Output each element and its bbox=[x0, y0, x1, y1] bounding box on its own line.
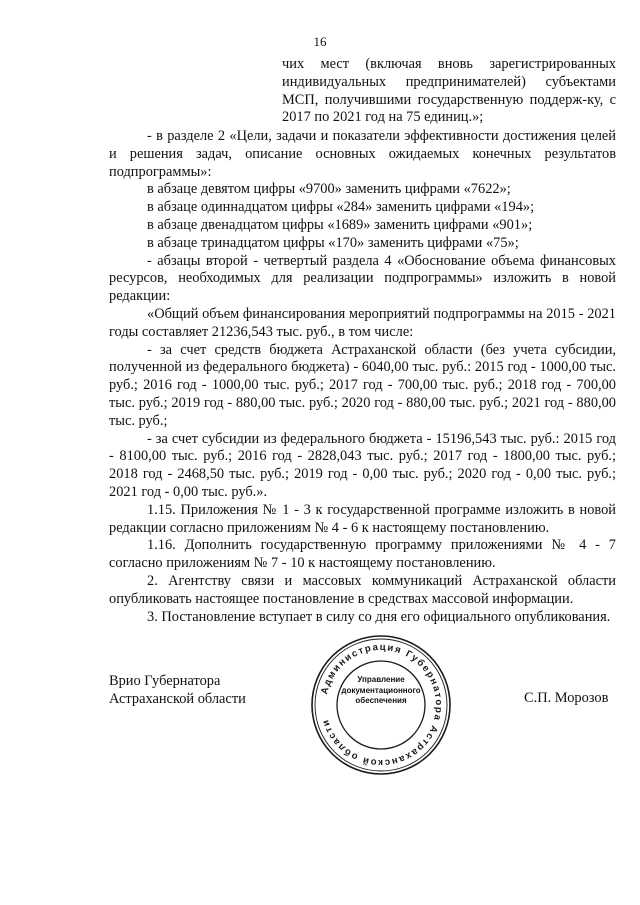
continuation-paragraph: чих мест (включая вновь зарегистрированных индивидуальных предпринимателей) субъектами МСП, получившими государственную поддерж-ку, с 2017 по 2021 год на 75 единиц.»; bbox=[282, 56, 616, 126]
seal-center-line3: обеспечения bbox=[355, 696, 407, 705]
page-number: 16 bbox=[313, 34, 327, 49]
seal-ring-textpath: Администрация Губернатора Астраханской области bbox=[319, 641, 445, 769]
paragraph-item-2: 2. Агентству связи и массовых коммуникаций Астраханской области опубликовать настоящее постановление в средствах массовой информации. bbox=[109, 572, 616, 607]
signatory-title-line1: Врио Губернатора bbox=[109, 673, 221, 689]
official-seal bbox=[310, 634, 452, 776]
paragraph-section-4-intro: - абзацы второй - четвертый раздела 4 «Обоснование объема финансовых ресурсов, необходимых для реализации подпрограммы» изложить в новой редакции: bbox=[109, 252, 616, 305]
paragraph-thirteenth-abzac: в абзаце тринадцатом цифры «170» заменить цифрами «75»; bbox=[147, 234, 519, 251]
seal-center-line1: Управление bbox=[357, 675, 405, 684]
paragraph-item-1-15: 1.15. Приложения № 1 - 3 к государственной программе изложить в новой редакции согласно приложениям № 4 - 6 к настоящему постановлению. bbox=[109, 501, 616, 536]
signatory-title-line2: Астраханской области bbox=[109, 691, 246, 707]
signatory-name: С.П. Морозов bbox=[524, 690, 609, 706]
paragraph-federal-subsidy: - за счет субсидии из федерального бюджета - 15196,543 тыс. руб.: 2015 год - 8100,00 тыс. руб.; 2016 год - 2828,043 тыс. руб.; 2017 год - 1800,00 тыс. руб.; 2018 год - 2468,50 тыс. руб.; 2019 год - 0,00 тыс. руб.; 2020 год - 0,00 тыс. руб.; 2021 год - 0,00 тыс. руб.». bbox=[109, 430, 616, 500]
paragraph-eleventh-abzac: в абзаце одиннадцатом цифры «284» заменить цифрами «194»; bbox=[147, 199, 535, 216]
seal-center-text bbox=[341, 675, 421, 707]
paragraph-twelfth-abzac: в абзаце двенадцатом цифры «1689» заменить цифрами «901»; bbox=[147, 216, 533, 233]
paragraph-regional-budget: - за счет средств бюджета Астраханской области (без учета субсидии, полученной из федерального бюджета) - 6040,00 тыс. руб.: 2015 год - 1000,00 тыс. руб.; 2016 год - 1000,00 тыс. руб.; 2017 год - 700,00 тыс. руб.; 2018 год - 700,00 тыс. руб.; 2019 год - 880,00 тыс. руб.; 2020 год - 880,00 тыс. руб.; 2021 год - 880,00 тыс. руб.; bbox=[109, 341, 616, 429]
paragraph-total-financing: «Общий объем финансирования мероприятий подпрограммы на 2015 - 2021 годы составляет 21236,543 тыс. руб., в том числе: bbox=[109, 305, 616, 340]
continuation-block bbox=[282, 56, 616, 127]
paragraph-item-1-16: 1.16. Дополнить государственную программу приложениями № 4 - 7 согласно приложениям № 7 - 10 к настоящему постановлению. bbox=[109, 537, 616, 572]
paragraph-item-3: 3. Постановление вступает в силу со дня его официального опубликования. bbox=[147, 608, 611, 625]
document-body bbox=[109, 128, 616, 626]
paragraph-section-2-intro: - в разделе 2 «Цели, задачи и показатели эффективности достижения целей и решения задач, описание основных ожидаемых конечных результатов подпрограммы»: bbox=[109, 128, 616, 180]
paragraph-ninth-abzac: в абзаце девятом цифры «9700» заменить цифрами «7622»; bbox=[147, 181, 511, 198]
seal-center-line2: документационного bbox=[341, 685, 421, 695]
signatory-title bbox=[109, 672, 246, 708]
